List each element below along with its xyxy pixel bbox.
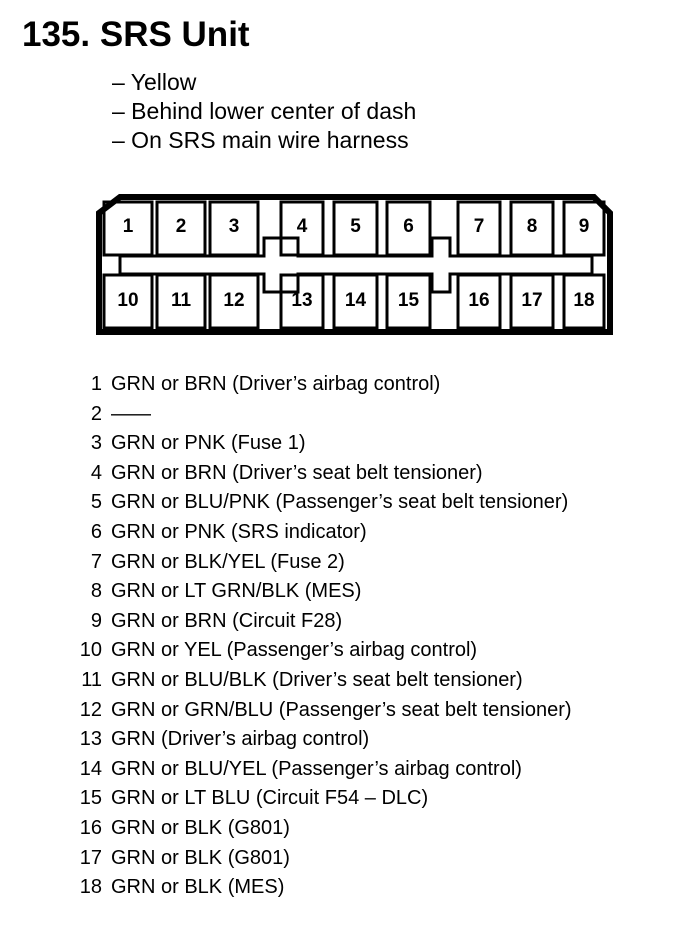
pin-number: 18 bbox=[79, 876, 102, 899]
top-row-pin-label: 1 bbox=[122, 216, 134, 237]
pin-number: 8 bbox=[90, 580, 102, 603]
pin-number: 17 bbox=[79, 846, 102, 869]
pin-description: GRN or PNK (SRS indicator) bbox=[111, 520, 367, 543]
pin-number: 14 bbox=[79, 757, 102, 780]
pin-number: 11 bbox=[81, 668, 102, 691]
page-title: 135. SRS Unit bbox=[22, 15, 250, 54]
pin-description: GRN or BLK/YEL (Fuse 2) bbox=[111, 550, 345, 573]
top-row-pin-label: 8 bbox=[526, 216, 538, 237]
pin-number: 16 bbox=[79, 816, 102, 839]
pin-number: 15 bbox=[79, 787, 102, 810]
top-row-pin-label: 4 bbox=[296, 216, 308, 237]
pin-row-5 bbox=[60, 488, 572, 518]
pin-description: GRN or YEL (Passenger’s airbag control) bbox=[111, 639, 478, 662]
connector-diagram bbox=[0, 0, 688, 360]
pin-number: 7 bbox=[90, 550, 102, 573]
bottom-row-pin-label: 17 bbox=[521, 290, 543, 311]
bottom-row-pin-label: 18 bbox=[573, 290, 595, 311]
pin-row-15 bbox=[60, 784, 572, 814]
pin-row-6 bbox=[60, 518, 572, 548]
pin-description: GRN or BLU/BLK (Driver’s seat belt tensioner) bbox=[111, 668, 523, 691]
pin-row-10 bbox=[60, 636, 572, 666]
pin-row-3 bbox=[60, 429, 572, 459]
note-location: – Behind lower center of dash bbox=[112, 98, 417, 124]
pin-number: 4 bbox=[90, 461, 102, 484]
bottom-row-pin-label: 13 bbox=[291, 290, 313, 311]
pin-row-13 bbox=[60, 725, 572, 755]
pin-row-12 bbox=[60, 696, 572, 726]
pin-row-1 bbox=[60, 370, 572, 400]
pin-number: 1 bbox=[90, 373, 102, 395]
pin-row-4 bbox=[60, 459, 572, 489]
pin-description: GRN or BRN (Circuit F28) bbox=[111, 609, 343, 632]
top-row-pin-label: 2 bbox=[175, 216, 187, 237]
top-row-pin-label: 7 bbox=[473, 216, 485, 237]
pin-description: GRN or BLK (G801) bbox=[111, 816, 290, 839]
bottom-row-pin-label: 10 bbox=[117, 290, 139, 311]
top-row-pin-label: 5 bbox=[350, 216, 361, 237]
pin-list bbox=[60, 370, 572, 903]
pin-description: GRN or BLK (MES) bbox=[111, 876, 285, 899]
pin-row-11 bbox=[60, 666, 572, 696]
bottom-row-pin-label: 12 bbox=[223, 290, 245, 311]
pin-description: GRN or BLU/YEL (Passenger’s airbag control) bbox=[111, 757, 522, 780]
top-row-pin-label: 6 bbox=[403, 216, 414, 237]
pin-description: GRN or BLK (G801) bbox=[111, 846, 290, 869]
pin-number: 6 bbox=[90, 520, 102, 543]
bottom-row-pin-label: 16 bbox=[468, 290, 490, 311]
pin-number: 5 bbox=[90, 491, 102, 514]
pin-number: 2 bbox=[90, 402, 102, 425]
top-row-labels bbox=[123, 216, 590, 237]
pin-description: GRN (Driver’s airbag control) bbox=[111, 728, 370, 751]
pin-row-7 bbox=[60, 548, 572, 578]
bottom-row-labels bbox=[117, 290, 594, 311]
pin-description: GRN or BRN (Driver’s seat belt tensioner) bbox=[111, 461, 483, 484]
pin-description: GRN or BRN (Driver’s airbag control) bbox=[111, 373, 441, 395]
pin-description: —— bbox=[111, 402, 151, 425]
pin-row-16 bbox=[60, 814, 572, 844]
bottom-row-pin-label: 11 bbox=[170, 290, 192, 311]
bottom-row-pin-label: 15 bbox=[397, 290, 420, 311]
bottom-row-pin-label: 14 bbox=[344, 290, 367, 311]
pin-row-14 bbox=[60, 755, 572, 785]
pin-row-2 bbox=[60, 400, 572, 430]
pin-number: 10 bbox=[79, 639, 102, 662]
pin-number: 12 bbox=[79, 698, 102, 721]
pin-description: GRN or BLU/PNK (Passenger’s seat belt tensioner) bbox=[111, 491, 569, 514]
note-harness: – On SRS main wire harness bbox=[112, 127, 409, 153]
pin-description: GRN or PNK (Fuse 1) bbox=[111, 432, 306, 455]
note-color: – Yellow bbox=[112, 69, 197, 95]
pin-number: 13 bbox=[79, 728, 102, 751]
pin-description: GRN or LT GRN/BLK (MES) bbox=[111, 580, 362, 603]
top-row-pin-label: 9 bbox=[578, 216, 590, 237]
pin-row-8 bbox=[60, 577, 572, 607]
pin-description: GRN or GRN/BLU (Passenger’s seat belt tensioner) bbox=[111, 698, 572, 721]
pin-row-9 bbox=[60, 607, 572, 637]
pin-row-17 bbox=[60, 844, 572, 874]
pin-description: GRN or LT BLU (Circuit F54 – DLC) bbox=[111, 787, 429, 810]
pin-number: 3 bbox=[90, 432, 102, 455]
pin-number: 9 bbox=[90, 609, 102, 632]
top-row-pin-label: 3 bbox=[228, 216, 240, 237]
pin-row-18 bbox=[60, 873, 572, 903]
connector-center-bar bbox=[120, 238, 592, 292]
